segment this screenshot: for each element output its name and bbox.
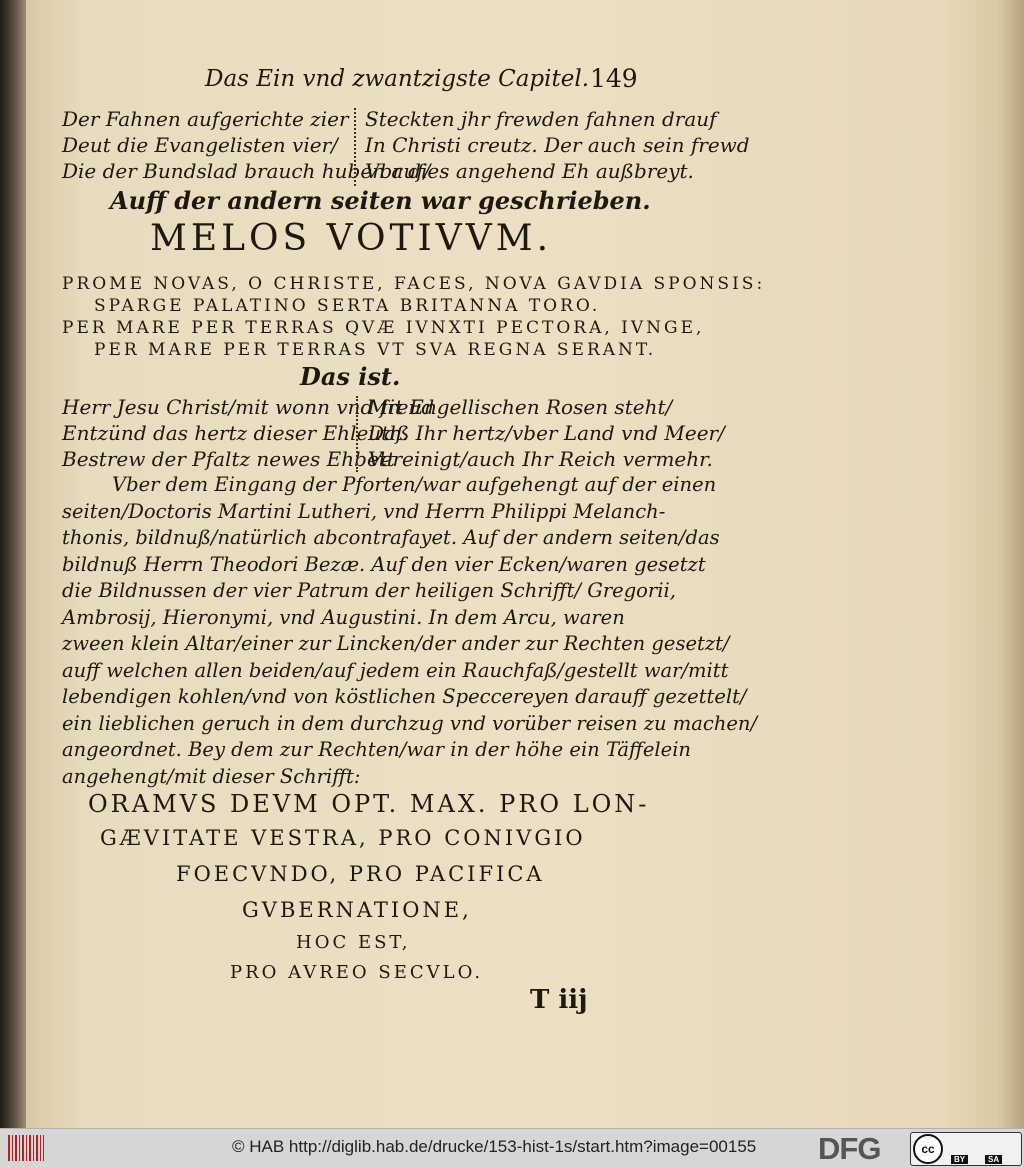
poem-line: Daß Ihr hertz/vber Land vnd Meer/ [368, 421, 725, 445]
poem-line: Die der Bundslad brauch huben auf/ [62, 159, 431, 183]
paragraph-line: thonis, bildnuß/natürlich abcontrafayet. Auf der andern seiten/das [62, 526, 720, 549]
copyright-link[interactable]: © HAB http://diglib.hab.de/drucke/153-hist-1s/start.htm?image=00155 [232, 1137, 757, 1156]
poem-line: Vbr dies angehend Eh außbreyt. [365, 159, 694, 183]
latin-verse-line: PER MARE PER TERRAS VT SVA REGNA SERANT. [94, 340, 657, 360]
latin-verse-line: PER MARE PER TERRAS QVÆ IVNXTI PECTORA, IVNGE, [62, 318, 705, 338]
inscription-line: ORAMVS DEVM OPT. MAX. PRO LON- [88, 790, 650, 818]
poem-line: Herr Jesu Christ/mit wonn vnd freud [62, 395, 435, 419]
poem-line: In Christi creutz. Der auch sein frewd [365, 133, 750, 157]
paragraph-line: Ambrosij, Hieronymi, vnd Augustini. In dem Arcu, waren [62, 605, 625, 629]
poem-line: Mit Engellischen Rosen steht/ [368, 395, 673, 419]
poem2-right-column [368, 394, 725, 472]
inscription-line: GÆVITATE VESTRA, PRO CONIVGIO [100, 826, 586, 850]
paragraph-line: die Bildnussen der vier Patrum der heiligen Schrifft/ Gregorii, [62, 579, 676, 602]
inscription-line: GVBERNATIONE, [242, 898, 472, 922]
page-bleed-edge [998, 0, 1024, 1128]
dfg-logo[interactable]: DFG [818, 1131, 881, 1166]
signature-mark: T iij [530, 985, 588, 1015]
poem2-divider [356, 396, 358, 472]
paragraph-line: ein lieblichen geruch in dem durchzug vnd vorüber reisen zu machen/ [62, 711, 758, 735]
melos-title: MELOS VOTIVVM. [150, 218, 553, 259]
poem-line: Entzünd das hertz dieser Ehleuth. [62, 421, 409, 445]
poem-line: Bestrew der Pfaltz newes Ehbett [62, 447, 395, 471]
poem1-right-column [365, 106, 750, 184]
paragraph-line: Vber dem Eingang der Pforten/war aufgehengt auf der einen [112, 473, 717, 496]
das-ist-heading: Das ist. [300, 362, 401, 391]
inscription-line: FOECVNDO, PRO PACIFICA [176, 862, 545, 886]
cc-icon: cc [913, 1134, 943, 1164]
inscription-line: HOC EST, [296, 932, 411, 953]
barcode-icon [8, 1135, 44, 1161]
latin-verse-line: PROME NOVAS, O CHRISTE, FACES, NOVA GAVDIA SPONSIS: [62, 274, 766, 294]
paragraph-line: seiten/Doctoris Martini Lutheri, vnd Herrn Philippi Melanch- [62, 499, 666, 523]
poem-line: Vereinigt/auch Ihr Reich vermehr. [368, 447, 713, 471]
paragraph-line: auff welchen allen beiden/auf jedem ein Rauchfaß/gestellt war/mitt [62, 658, 729, 682]
paragraph-line: angeordnet. Bey dem zur Rechten/war in der höhe ein Täffelein [62, 738, 691, 761]
page-number: 149 [590, 64, 638, 93]
poem-line: Steckten jhr frewden fahnen drauf [365, 107, 717, 131]
poem-line: Deut die Evangelisten vier/ [62, 133, 338, 157]
sa-label: SA [985, 1155, 1002, 1164]
caption-heading: Auff der andern seiten war geschrieben. [110, 186, 651, 215]
poem-line: Der Fahnen aufgerichte zier [62, 107, 349, 131]
cc-license-badge[interactable] [910, 1132, 1022, 1166]
paragraph-line: bildnuß Herrn Theodori Bezæ. Auf den vier Ecken/waren gesetzt [62, 552, 706, 576]
by-label: BY [951, 1155, 968, 1164]
body-paragraph [62, 472, 758, 790]
paragraph-line: angehengt/mit dieser Schrifft: [62, 764, 361, 788]
paragraph-line: zween klein Altar/einer zur Lincken/der ander zur Rechten gesetzt/ [62, 632, 730, 655]
inscription-line: PRO AVREO SECVLO. [230, 962, 484, 983]
running-title: Das Ein vnd zwantzigste Capitel. [205, 66, 590, 92]
poem1-divider [354, 108, 356, 186]
paragraph-line: lebendigen kohlen/vnd von köstlichen Speccereyen darauff gezettelt/ [62, 685, 747, 708]
latin-verse-line: SPARGE PALATINO SERTA BRITANNA TORO. [94, 296, 601, 316]
viewer-footer [0, 1128, 1024, 1167]
